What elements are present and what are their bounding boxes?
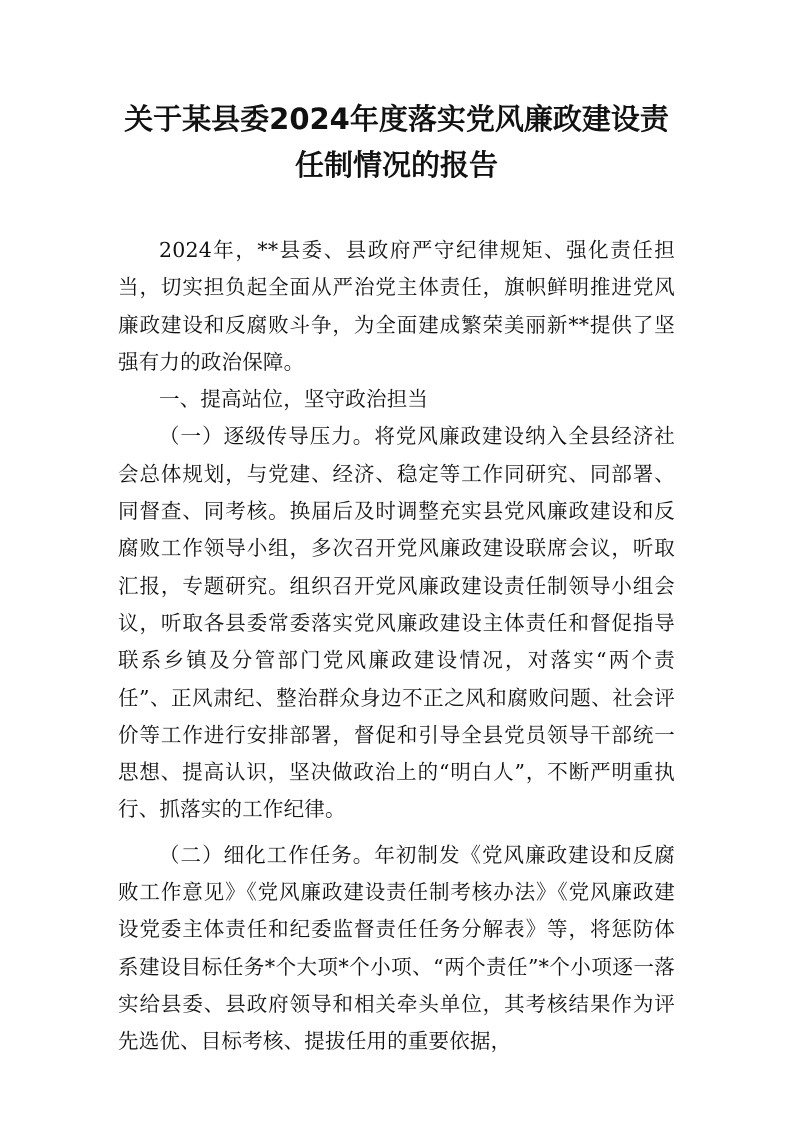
subsection-paragraph-1: （一）逐级传导压力。将党风廉政建设纳入全县经济社会总体规划，与党建、经济、稳定等工作同研究、同部署、同督查、同考核。换届后及时调整充实县党风廉政建设和反腐败工作领导小组，多次召开党风廉政建设联席会议，听取汇报，专题研究。组织召开党风廉政建设责任制领导小组会议，听取各县委常委落实党风廉政建设主体责任和督促指导联系乡镇及分管部门党风廉政建设情况，对落实“两个责任”、正风肃纪、整治群众身边不正之风和腐败问题、社会评价等工作进行安排部署，督促和引导全县党员领导干部统一思想、提高认识，坚决做政治上的“明白人”，不断严明重执行、抓落实的工作纪律。 xyxy=(118,424,675,822)
subsection-paragraph-2: （二）细化工作任务。年初制发《党风廉政建设和反腐败工作意见》《党风廉政建设责任制考核办法》《党风廉政建设党委主体责任和纪委监督责任任务分解表》等，将惩防体系建设目标任务*个大项*个小项、“两个责任”*个小项逐一落实给县委、县政府领导和相关牵头单位，其考核结果作为评先选优、目标考核、提拔任用的重要依据， xyxy=(118,842,675,1054)
section-heading-1: 一、提高站位，坚守政治担当 xyxy=(159,387,429,412)
intro-paragraph: 2024年，**县委、县政府严守纪律规矩、强化责任担当，切实担负起全面从严治党主体责任，旗帜鲜明推进党风廉政建设和反腐败斗争，为全面建成繁荣美丽新**提供了坚强有力的政治保障。 xyxy=(118,238,675,374)
document-title: 关于某县委2024年度落实党风廉政建设责任制情况的报告 xyxy=(124,102,669,182)
document-body xyxy=(118,232,675,1061)
